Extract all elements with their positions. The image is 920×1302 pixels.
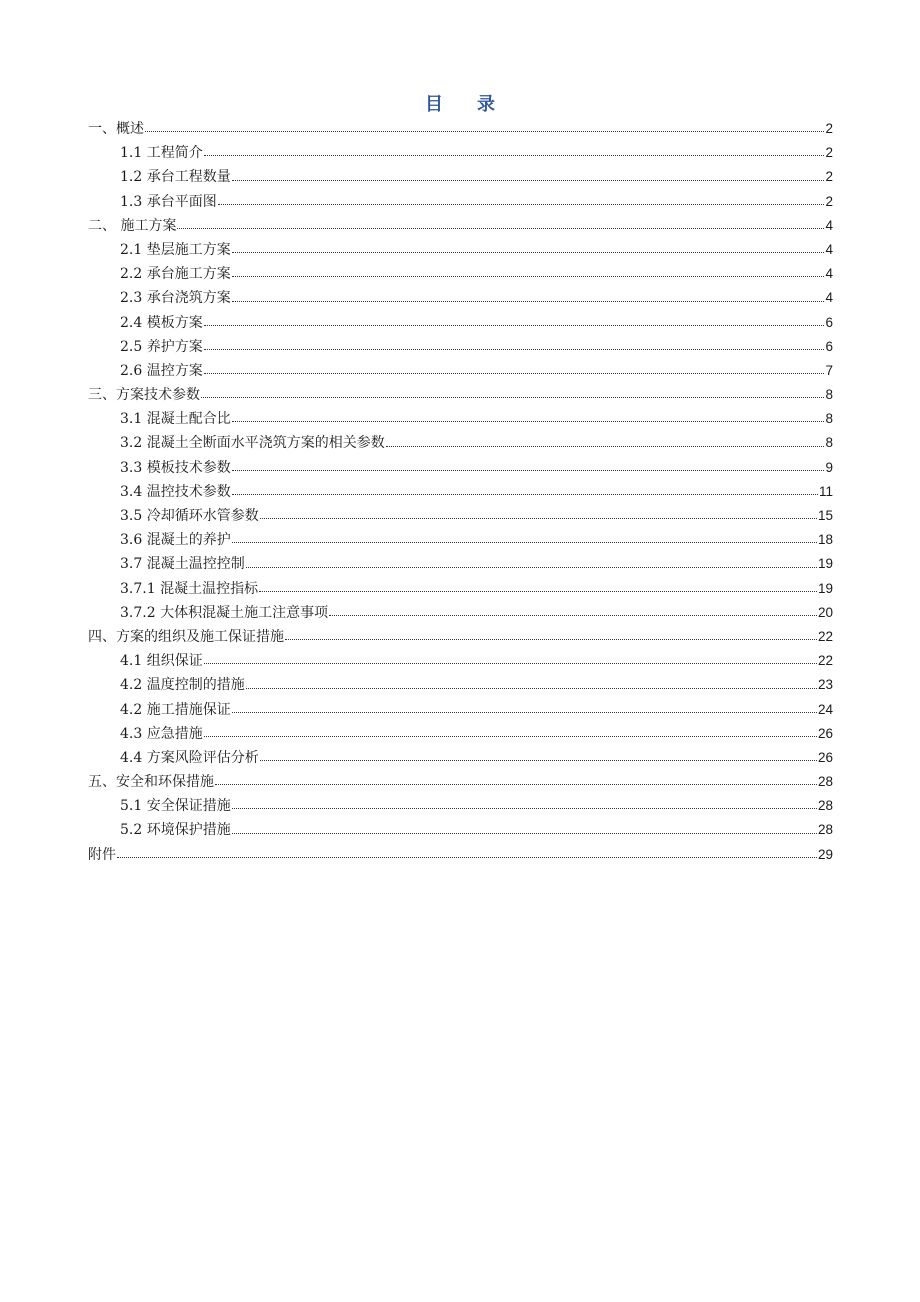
toc-entry-section[interactable]: [88, 238, 833, 262]
toc-entry-page: 24: [817, 701, 833, 717]
toc-dot-leader: [232, 469, 825, 471]
toc-entry-section[interactable]: [88, 431, 833, 455]
toc-entry-page: 4: [825, 217, 833, 233]
toc-entry-section[interactable]: [88, 262, 833, 286]
toc-dot-leader: [204, 735, 817, 737]
toc-dot-leader: [218, 203, 825, 205]
toc-entry-label: 4.2 温度控制的措施: [120, 677, 245, 694]
toc-entry-label: 3.7.2 大体积混凝土施工注意事项: [120, 604, 329, 621]
toc-entry-chapter[interactable]: [88, 117, 833, 141]
toc-entry-page: 4: [825, 266, 833, 282]
toc-dot-leader: [204, 154, 825, 156]
toc-entry-label: 2.2 承台施工方案: [120, 266, 231, 283]
toc-dot-leader: [232, 275, 825, 277]
toc-entry-section[interactable]: [88, 311, 833, 335]
toc-entry-label: 4.1 组织保证: [120, 653, 203, 670]
toc-title: [0, 90, 920, 116]
toc-entry-chapter[interactable]: [88, 214, 833, 238]
toc-entry-label: 3.4 温控技术参数: [120, 483, 231, 500]
toc-entry-chapter[interactable]: [88, 383, 833, 407]
toc-entry-section[interactable]: [88, 407, 833, 431]
toc-entry-section[interactable]: [88, 141, 833, 165]
toc-entry-label: 3.3 模板技术参数: [120, 459, 231, 476]
toc-entry-label: 四、方案的组织及施工保证措施: [88, 628, 284, 645]
toc-entry-page: 20: [817, 604, 833, 620]
toc-dot-leader: [285, 638, 817, 640]
toc-entry-page: 6: [825, 338, 833, 354]
toc-entry-page: 2: [825, 121, 833, 136]
toc-entry-page: 22: [817, 628, 833, 644]
toc-entry-page: 15: [817, 508, 833, 523]
toc-entry-page: 8: [825, 387, 833, 403]
toc-entry-page: 26: [817, 749, 833, 765]
toc-entry-label: 1.3 承台平面图: [120, 193, 217, 210]
toc-entry-page: 19: [817, 556, 833, 572]
toc-dot-leader: [204, 662, 817, 664]
toc-entry-label: 4.2 施工措施保证: [120, 701, 231, 718]
toc-entry-section[interactable]: [88, 335, 833, 359]
toc-entry-page: 9: [825, 459, 833, 475]
toc-title-part2: 录: [477, 94, 495, 115]
toc-dot-leader: [232, 420, 825, 422]
toc-entry-label: 2.1 垫层施工方案: [120, 241, 231, 258]
toc-entry-page: 6: [825, 314, 833, 330]
toc-dot-leader: [117, 856, 817, 858]
toc-entry-page: 11: [818, 483, 833, 499]
toc-entry-label: 3.7.1 混凝土温控指标: [120, 580, 259, 597]
toc-entry-label: 3.7 混凝土温控控制: [120, 556, 245, 573]
toc-entry-label: 2.6 温控方案: [120, 362, 203, 379]
toc-entry-label: 2.4 模板方案: [120, 314, 203, 331]
toc-entry-page: 26: [817, 725, 833, 741]
toc-entry-chapter[interactable]: [88, 770, 833, 794]
toc-entry-page: 19: [817, 580, 833, 596]
toc-entry-section[interactable]: [88, 722, 833, 746]
toc-entry-section[interactable]: [88, 165, 833, 189]
toc-entry-section[interactable]: [88, 528, 833, 552]
toc-entry-chapter[interactable]: [88, 843, 833, 867]
toc-entry-section[interactable]: [88, 673, 833, 697]
toc-dot-leader: [232, 711, 817, 713]
toc-dot-leader: [204, 324, 825, 326]
toc-entry-page: 22: [817, 653, 833, 669]
toc-entry-label: 3.6 混凝土的养护: [120, 532, 231, 549]
toc-entry-section[interactable]: [88, 552, 833, 576]
toc-entry-label: 一、概述: [88, 121, 144, 137]
toc-title-part1: 目: [425, 94, 443, 115]
toc-entry-label: 附件: [88, 846, 116, 863]
toc-dot-leader: [201, 396, 824, 398]
toc-dot-leader: [232, 251, 825, 253]
toc-entry-page: 23: [817, 677, 833, 693]
toc-entry-page: 28: [817, 774, 833, 790]
toc-entry-page: 28: [817, 798, 833, 814]
toc-entry-section[interactable]: [88, 504, 833, 528]
toc-entry-label: 5.1 安全保证措施: [120, 798, 231, 815]
toc-entry-section[interactable]: [88, 359, 833, 383]
toc-entry-label: 三、方案技术参数: [88, 387, 200, 404]
toc-dot-leader: [260, 517, 817, 519]
toc-entry-page: 7: [825, 362, 833, 378]
toc-entry-chapter[interactable]: [88, 625, 833, 649]
toc-entry-label: 3.5 冷却循环水管参数: [120, 508, 259, 524]
toc-entry-label: 五、安全和环保措施: [88, 774, 214, 791]
toc-dot-leader: [204, 372, 825, 374]
toc-entry-label: 2.3 承台浇筑方案: [120, 290, 231, 307]
toc-dot-leader: [386, 445, 825, 447]
toc-entry-page: 2: [825, 145, 833, 161]
toc-dot-leader: [177, 227, 824, 229]
toc-entry-label: 1.2 承台工程数量: [120, 169, 231, 186]
toc-entry-label: 1.1 工程简介: [120, 145, 203, 162]
toc-dot-leader: [259, 590, 817, 592]
toc-entry-page: 29: [817, 846, 833, 862]
toc-entry-section[interactable]: [88, 286, 833, 310]
toc-entry-label: 4.3 应急措施: [120, 725, 203, 742]
toc-entry-section[interactable]: [88, 456, 833, 480]
toc-entry-label: 4.4 方案风险评估分析: [120, 749, 259, 766]
toc-entry-label: 3.2 混凝土全断面水平浇筑方案的相关参数: [120, 435, 385, 452]
toc-dot-leader: [232, 541, 817, 543]
toc-entry-page: 2: [825, 193, 833, 209]
toc-dot-leader: [329, 614, 817, 616]
toc-entry-section[interactable]: [88, 698, 833, 722]
toc-entry-page: 4: [825, 241, 833, 257]
toc-entry-page: 8: [825, 435, 833, 451]
toc-entry-label: 2.5 养护方案: [120, 338, 203, 355]
toc-entry-section[interactable]: [88, 649, 833, 673]
toc-entry-label: 二、 施工方案: [88, 217, 177, 234]
toc-entry-label: 5.2 环境保护措施: [120, 822, 231, 839]
toc-list: [88, 117, 833, 867]
toc-dot-leader: [232, 300, 825, 302]
toc-dot-leader: [232, 807, 817, 809]
toc-entry-section[interactable]: [88, 577, 833, 601]
toc-entry-section[interactable]: [88, 601, 833, 625]
toc-dot-leader: [232, 493, 818, 495]
toc-entry-section[interactable]: [88, 794, 833, 818]
toc-entry-page: 28: [817, 822, 833, 838]
toc-dot-leader: [232, 832, 817, 834]
toc-dot-leader: [232, 179, 825, 181]
toc-entry-page: 8: [825, 411, 833, 427]
toc-entry-label: 3.1 混凝土配合比: [120, 411, 231, 428]
toc-dot-leader: [246, 687, 817, 689]
toc-dot-leader: [204, 348, 825, 350]
toc-entry-page: 2: [825, 169, 833, 185]
toc-entry-section[interactable]: [88, 190, 833, 214]
toc-dot-leader: [246, 566, 817, 568]
toc-entry-page: 18: [817, 532, 833, 548]
toc-entry-section[interactable]: [88, 818, 833, 842]
toc-entry-section[interactable]: [88, 746, 833, 770]
toc-entry-section[interactable]: [88, 480, 833, 504]
toc-dot-leader: [145, 130, 824, 132]
toc-dot-leader: [215, 783, 817, 785]
toc-dot-leader: [260, 759, 817, 761]
toc-entry-page: 4: [825, 290, 833, 306]
